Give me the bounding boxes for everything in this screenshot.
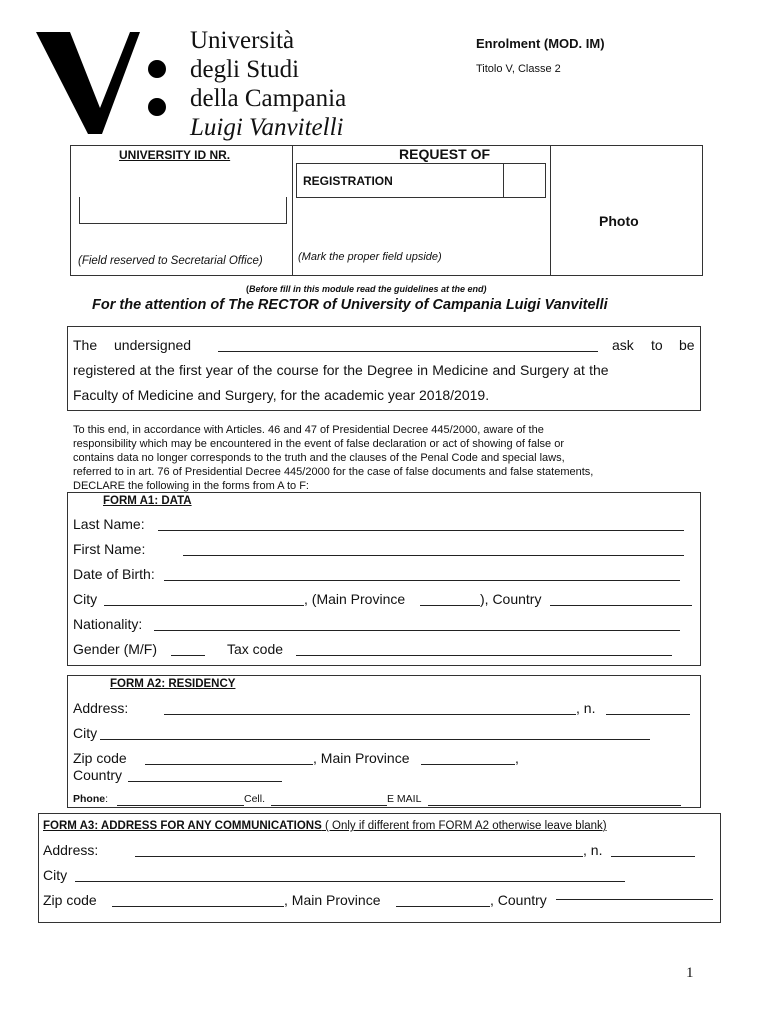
undersigned-line-3: Faculty of Medicine and Surgery, for the academic year 2018/2019. [73, 387, 490, 403]
undersigned-to: to [651, 337, 663, 353]
undersigned-line-2: registered at the first year of the course for the Degree in Medicine and Surgery at the [73, 362, 609, 378]
undersigned-name-field[interactable] [218, 351, 598, 352]
residency-zip-field[interactable] [145, 764, 313, 765]
comm-zip-label: Zip code [43, 892, 97, 908]
guidelines-note-text: Before fill in this module read the guidelines at the end) [249, 284, 487, 294]
phone-field[interactable] [117, 805, 244, 806]
request-of-label: REQUEST OF [399, 146, 491, 162]
declaration-line-2: responsibility which may be encountered in the event of false declaration or act of showing of false or [73, 438, 564, 450]
comm-city-label: City [43, 867, 68, 883]
email-label: E MAIL [387, 793, 422, 805]
logo-text-line-4: Luigi Vanvitelli [190, 114, 344, 141]
residency-province-comma: , [515, 750, 519, 766]
form-a3-title: FORM A3: ADDRESS FOR ANY COMMUNICATIONS [43, 820, 322, 832]
birth-city-field[interactable] [104, 605, 304, 606]
birth-country-label: ), Country [480, 591, 542, 607]
email-field[interactable] [428, 805, 681, 806]
gender-label: Gender (M/F) [73, 641, 158, 657]
table-divider-2 [550, 145, 551, 276]
phone-label-wrap [73, 793, 108, 805]
residency-number-field[interactable] [606, 714, 690, 715]
form-title: Enrolment (MOD. IM) [476, 36, 605, 51]
comm-address-label: Address: [43, 842, 99, 858]
undersigned-be: be [679, 337, 695, 353]
undersigned-the: The [73, 337, 98, 353]
attention-line: For the attention of The RECTOR of University of Campania Luigi Vanvitelli [92, 297, 608, 313]
mark-note: (Mark the proper field upside) [298, 251, 442, 263]
table-divider-1 [292, 145, 293, 276]
declaration-line-1: To this end, in accordance with Articles. 46 and 47 of Presidential Decree 445/2000, aware of the [73, 424, 544, 436]
nationality-label: Nationality: [73, 616, 143, 632]
university-id-label: UNIVERSITY ID NR. [119, 148, 231, 162]
logo-text-line-1: Università [190, 27, 295, 54]
comm-province-label: , Main Province [284, 892, 381, 908]
comm-country-label: , Country [490, 892, 547, 908]
first-name-field[interactable] [183, 555, 684, 556]
undersigned-ask: ask [612, 337, 634, 353]
form-a2-title: FORM A2: RESIDENCY [110, 678, 236, 690]
field-reserved-note: (Field reserved to Secretarial Office) [78, 255, 263, 267]
classification-text: Titolo V, Classe 2 [476, 63, 561, 75]
nationality-field[interactable] [154, 630, 680, 631]
registration-checkbox[interactable] [504, 164, 545, 197]
residency-country-field[interactable] [128, 781, 282, 782]
residency-province-label: , Main Province [313, 750, 410, 766]
university-id-field[interactable] [79, 197, 287, 224]
logo-v-mark [36, 30, 176, 136]
logo-text-line-3: della Campania [190, 85, 347, 112]
declaration-line-4: referred to in art. 76 of Presidential Decree 445/2000 for the case of false documents and false statements, [73, 466, 594, 478]
birth-province-field[interactable] [420, 605, 480, 606]
declaration-line-3: contains data no longer corresponds to the truth and the clauses of the Penal Code and special laws, [73, 452, 565, 464]
photo-label: Photo [599, 213, 639, 229]
form-a3-title-wrap [43, 820, 607, 832]
comm-city-field[interactable] [75, 881, 625, 882]
undersigned-word: undersigned [114, 337, 192, 353]
first-name-label: First Name: [73, 541, 146, 557]
comm-province-field[interactable] [396, 906, 490, 907]
birth-province-label: , (Main Province [304, 591, 406, 607]
date-of-birth-field[interactable] [164, 580, 680, 581]
residency-zip-label: Zip code [73, 750, 127, 766]
residency-province-field[interactable] [421, 764, 515, 765]
form-a2-box [67, 675, 701, 808]
tax-code-label: Tax code [227, 641, 284, 657]
cell-label: Cell. [244, 793, 266, 805]
phone-label: Phone [73, 793, 106, 805]
page-number: 1 [686, 965, 694, 981]
residency-address-field[interactable] [164, 714, 576, 715]
cell-field[interactable] [271, 805, 387, 806]
form-a3-title-note: ( Only if different from FORM A2 otherwise leave blank) [321, 820, 607, 832]
comm-number-field[interactable] [611, 856, 695, 857]
birth-country-field[interactable] [550, 605, 692, 606]
residency-city-label: City [73, 725, 98, 741]
comm-zip-field[interactable] [112, 906, 284, 907]
registration-label: REGISTRATION [303, 174, 393, 188]
form-a1-box [67, 492, 701, 666]
last-name-field[interactable] [158, 530, 684, 531]
tax-code-field[interactable] [296, 655, 672, 656]
last-name-label: Last Name: [73, 516, 145, 532]
comm-number-label: , n. [583, 842, 603, 858]
comm-address-field[interactable] [135, 856, 583, 857]
residency-address-label: Address: [73, 700, 129, 716]
residency-number-label: , n. [576, 700, 596, 716]
declaration-line-5: DECLARE the following in the forms from A to F: [73, 480, 309, 492]
guidelines-note-paren: ( [246, 284, 249, 294]
residency-city-field[interactable] [100, 739, 650, 740]
phone-label-colon: : [105, 793, 109, 805]
comm-country-field[interactable] [556, 899, 713, 900]
form-a1-title: FORM A1: DATA [103, 495, 192, 507]
birth-city-label: City [73, 591, 98, 607]
guidelines-note [246, 284, 487, 294]
logo-text-line-2: degli Studi [190, 56, 300, 83]
gender-field[interactable] [171, 655, 205, 656]
residency-country-label: Country [73, 767, 123, 783]
date-of-birth-label: Date of Birth: [73, 566, 155, 582]
